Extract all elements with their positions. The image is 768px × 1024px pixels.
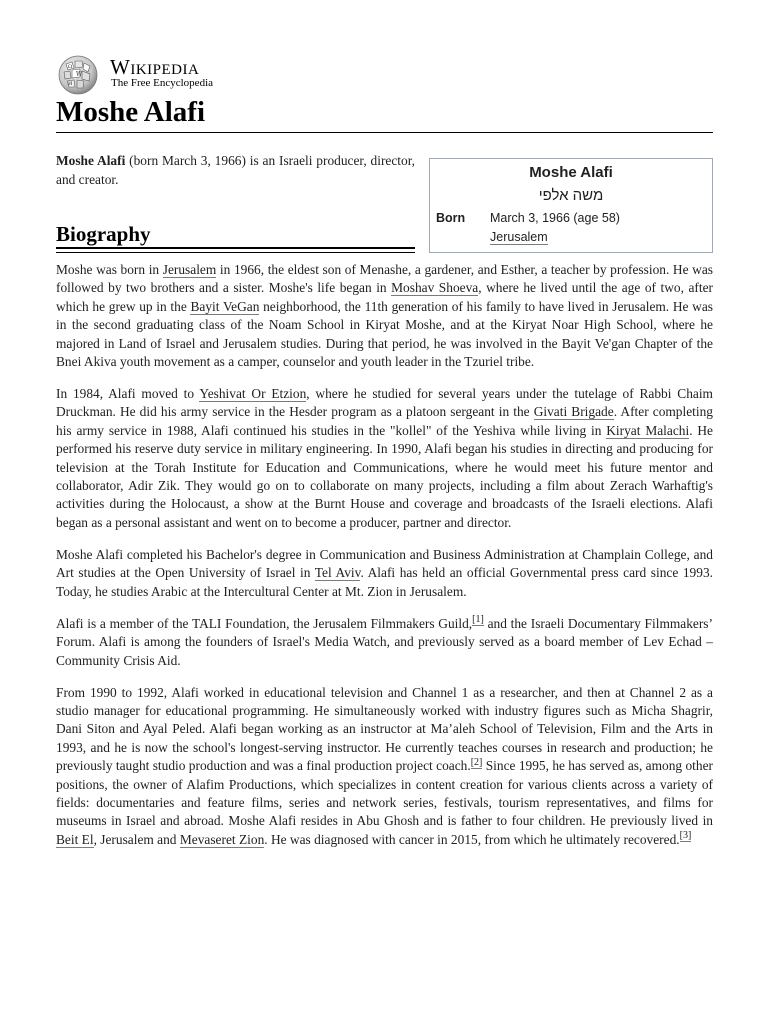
link-bayit-vegan[interactable]: Bayit VeGan: [190, 298, 260, 314]
link-mevaseret-zion[interactable]: Mevaseret Zion: [179, 831, 265, 847]
text-run: neighborhood, the 11th generation of his family to have lived in Jerusalem. He was in the second graduating class of the Noam School in Kiryat Moshe, and at the Kiryat Noar High School, where he majored in Land of Israel and Jerusalem studies. During that period, he was involved in the Bayit Ve'gan Chapter of the Bnei Akiva youth movement as a camper, counselor and youth leader in the Tzuriel tribe.: [56, 298, 713, 370]
infobox: [429, 158, 713, 253]
link-jerusalem[interactable]: Jerusalem: [162, 262, 217, 277]
infobox-born-place-link[interactable]: Jerusalem: [490, 230, 548, 244]
section-divider: [56, 247, 415, 249]
infobox-native-name: משה אלפי: [538, 187, 604, 204]
paragraph-1: [56, 261, 713, 371]
link-yeshivat-or-etzion[interactable]: Yeshivat Or Etzion: [199, 386, 307, 402]
link-beit-el[interactable]: Beit El: [56, 831, 94, 847]
infobox-born-date: March 3, 1966 (age 58): [490, 211, 620, 225]
reference-1-label: [1]: [472, 614, 484, 626]
intro-text: (born March 3, 1966) is an Israeli producer, director, and creator.: [56, 153, 415, 187]
text-run: and the Israeli Documentary Filmmakers’ Forum. Alafi is among the founders of Israel's Media Watch, and previously served as a board member of Lev Echad – Community Crisis Aid.: [56, 615, 713, 668]
intro-bold-name: Moshe Alafi: [56, 153, 126, 168]
wikipedia-logo[interactable]: [56, 54, 356, 96]
link-moshav-shoeva[interactable]: Moshav Shoeva: [391, 280, 479, 296]
paragraph-5: [56, 684, 713, 850]
reference-1[interactable]: [472, 614, 484, 626]
text-run: , where he lived until the age of two, after which he grew up in the: [56, 280, 713, 314]
paragraph-2: [56, 385, 713, 532]
wikipedia-wordmark: Wikipedia: [110, 55, 200, 79]
svg-text:W: W: [76, 71, 83, 78]
link-givati-brigade[interactable]: Givati Brigade: [533, 404, 614, 420]
text-run: , Jerusalem and: [93, 831, 180, 847]
svg-text:Ω: Ω: [68, 64, 73, 70]
reference-3-label: [3]: [679, 830, 692, 842]
paragraph-3: [56, 546, 713, 601]
section-divider-thin: [56, 252, 415, 253]
text-run: . After completing his army service in 1988, Alafi continued his studies in the "kollel" of the Yeshiva while living in: [56, 404, 713, 438]
text-run: . He performed his reserve duty service in military engineering. In 1990, Alafi began his studies in directing and producing for television at the Torah Institute for Education and Communications, where he would meet his future mentor and collaborator, Adir Zik. They would go on to collaborate on many projects, including a film about Zerach Warhaftig's activities during the Holocaust, a show at the Burnt House and coverage and broadcasts of the Israeli elections. Alafi began as a personal assistant and went on to become a producer, partner and director.: [56, 422, 713, 530]
infobox-born-label: Born: [436, 211, 466, 225]
text-run: From 1990 to 1992, Alafi worked in educational television and Channel 1 as a researcher, and then at Channel 2 as a studio manager for educational programming. He simultaneously worked with industry figures such as Micha Shagrir, Dani Siton and Ayal Peled. Alafi began working as an instructor at Ma’aleh School of Television, Film and the Arts in 1993, and he is now the school's longest-serving instructor. He currently teaches courses in research and production; he previously taught studio production and was a final production project coach.: [56, 684, 713, 774]
text-run: . He was diagnosed with cancer in 2015, from which he ultimately recovered.: [264, 831, 680, 847]
text-run: In 1984, Alafi moved to: [56, 386, 200, 402]
reference-3[interactable]: [680, 830, 692, 842]
intro-paragraph: [56, 151, 415, 189]
svg-text:И: И: [68, 81, 73, 87]
biography-body: [56, 261, 713, 863]
text-run: . Alafi has held an official Governmental press card since 1993. Today, he studies Arabic at the Intercultural Center at Mt. Zion in Jerusalem.: [56, 565, 713, 599]
reference-2[interactable]: [471, 757, 483, 769]
page-title: Moshe Alafi: [56, 96, 206, 128]
text-run: in 1966, the eldest son of Menashe, a gardener, and Esther, a teacher by profession. He was followed by two brothers and a sister. Moshe's life began in: [56, 262, 713, 296]
text-run: Since 1995, he has served as, among other positions, the owner of Alafim Productions, which specializes in content creation for various clients across a variety of fields: documentaries and feature films, series and network series, festivals, tourism representatives, and films for museums in Israel and abroad. Moshe Alafi resides in Abu Ghosh and is father to four children. He previously lived in: [56, 758, 713, 829]
text-run: Moshe was born in: [56, 262, 163, 277]
section-heading-biography: Biography: [56, 222, 151, 246]
link-tel-aviv[interactable]: Tel Aviv: [314, 565, 361, 581]
wikipedia-tagline: The Free Encyclopedia: [111, 77, 214, 89]
text-run: Alafi is a member of the TALI Foundation, the Jerusalem Filmmakers Guild,: [56, 615, 473, 631]
infobox-name: Moshe Alafi: [529, 164, 613, 181]
paragraph-4: [56, 615, 713, 670]
wikipedia-globe-icon: [56, 54, 100, 96]
text-run: , where he studied for several years under the tutelage of Rabbi Chaim Druckman. He did his army service in the Hesder program as a platoon sergeant in the: [56, 386, 713, 420]
reference-2-label: [2]: [470, 756, 483, 768]
title-divider: [56, 132, 713, 133]
link-kiryat-malachi[interactable]: Kiryat Malachi: [606, 422, 690, 438]
text-run: Moshe Alafi completed his Bachelor's degree in Communication and Business Administration at Champlain College, and Art studies at the Open University of Israel in: [56, 546, 713, 581]
